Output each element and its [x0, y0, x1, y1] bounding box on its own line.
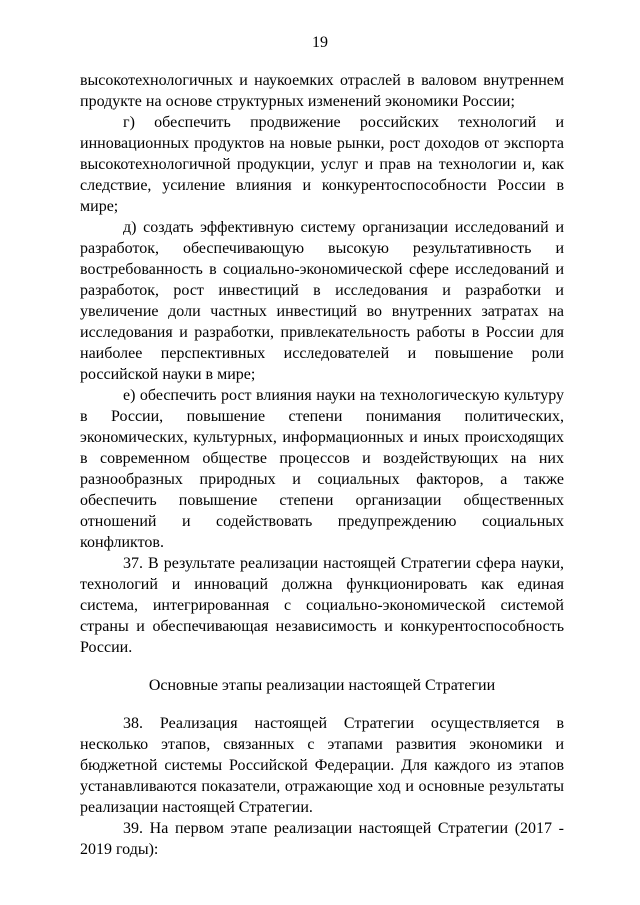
section-heading: Основные этапы реализации настоящей Стратегии	[148, 677, 496, 694]
document-body	[80, 70, 564, 860]
paragraph-39: 39. На первом этапе реализации настоящей Стратегии (2017 - 2019 годы):	[80, 820, 564, 858]
page-number: 19	[312, 34, 328, 51]
paragraph-item-d: д) создать эффективную систему организации исследований и разработок, обеспечивающую высокую результативность и востребованность в социально-экономической сфере исследований и разработок, рост инвестиций в исследования и разработки и увеличение доли частных инвестиций во внутренних затратах на исследования и разработки, привлекательность работы в России для наиболее перспективных исследователей и повышение роли российской науки в мире;	[80, 219, 564, 383]
paragraph-38: 38. Реализация настоящей Стратегии осуществляется в несколько этапов, связанных с этапами развития экономики и бюджетной системы Российской Федерации. Для каждого из этапов устанавливаются показатели, отражающие ход и основные результаты реализации настоящей Стратегии.	[80, 715, 564, 816]
paragraph-continuation: высокотехнологичных и наукоемких отраслей в валовом внутреннем продукте на основе структурных изменений экономики России;	[80, 72, 564, 110]
paragraph-item-g: г) обеспечить продвижение российских технологий и инновационных продуктов на новые рынки, рост доходов от экспорта высокотехнологичной продукции, услуг и прав на технологии и, как следствие, усиление влияния и конкурентоспособности России в мире;	[80, 114, 564, 215]
paragraph-37: 37. В результате реализации настоящей Стратегии сфера науки, технологий и инноваций должна функционировать как единая система, интегрированная с социально-экономической системой страны и обеспечивающая независимость и конкурентоспособность России.	[80, 555, 564, 656]
paragraph-item-e: е) обеспечить рост влияния науки на технологическую культуру в России, повышение степени понимания политических, экономических, культурных, информационных и иных происходящих в современном обществе процессов и воздействующих на них разнообразных природных и социальных факторов, а также обеспечить повышение степени организации общественных отношений и содействовать предупреждению социальных конфликтов.	[80, 387, 564, 551]
